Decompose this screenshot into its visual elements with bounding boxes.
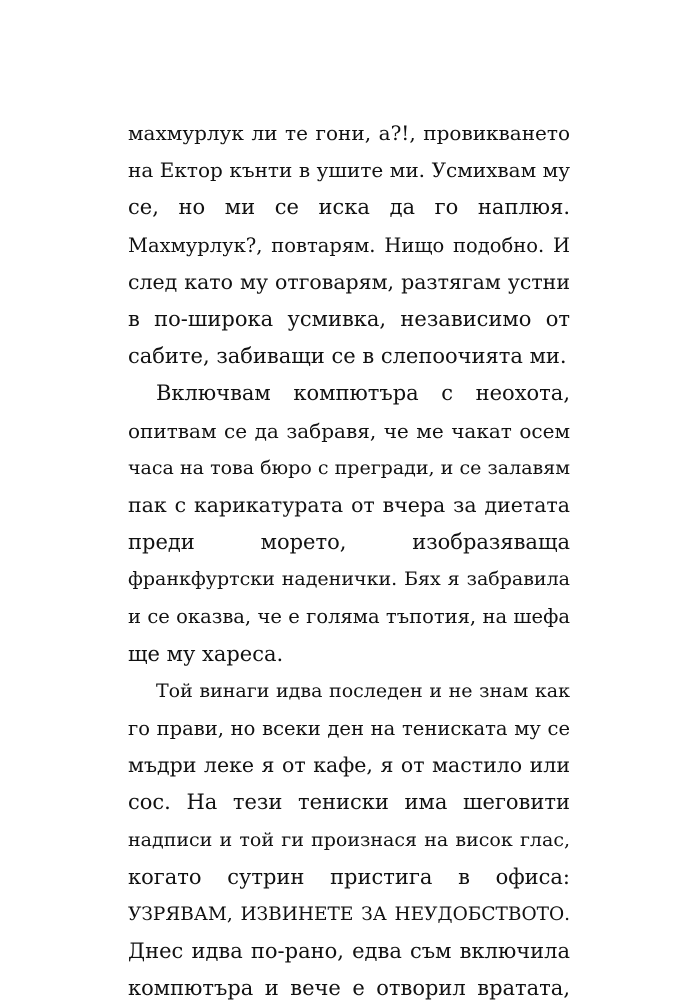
text-line: на Ектор кънти в ушите ми. Усмихвам му [128,158,570,183]
text-line: го прави, но всеки ден на тениската му се [128,717,570,740]
text-line: махмурлук ли те гони, а?!, провикването [128,121,570,145]
text-line: се, но ми се иска да го наплюя. [128,195,570,220]
text-line: след като му отговарям, разтягам устни [128,269,570,294]
text-line: в по-широка усмивка, независимо от [128,306,570,331]
text-line: пак с карикатурата от вчера за диетата [128,492,570,517]
text-line: Днес идва по-рано, едва съм включила [128,939,570,964]
text-line: франкфуртски наденички. Бях я забравила [128,568,570,591]
text-line: часа на това бюро с прегради, и се залавям [128,456,570,479]
body-text [128,115,570,1008]
text-line: когато сутрин пристига в офиса: [128,864,570,889]
text-line: компютъра и вече е отворил вратата, [128,976,570,1001]
text-line: ще му хареса. [128,641,284,666]
text-line: сабите, забиващи се в слепоочията ми. [128,344,567,369]
text-line: мъдри леке я от кафе, я от мастило или [128,753,570,778]
text-line: сос. На тези тениски има шеговити [128,790,570,815]
text-line: опитвам се да забравя, че ме чакат осем [128,418,570,443]
text-line: преди морето, изобразяваща [128,530,570,555]
text-line: надписи и той ги произнася на висок глас, [128,828,570,851]
text-line: Включвам компютъра с неохота, [156,381,570,406]
text-line: Махмурлук?, повтарям. Нищо подобно. И [128,233,570,257]
text-line: Той винаги идва последен и не знам как [156,679,570,702]
text-line: УЗРЯВАМ, ИЗВИНЕТЕ ЗА НЕУДОБСТВОТО. [128,903,570,925]
text-line: и се оказва, че е голяма тъпотия, на шефа [128,605,570,629]
